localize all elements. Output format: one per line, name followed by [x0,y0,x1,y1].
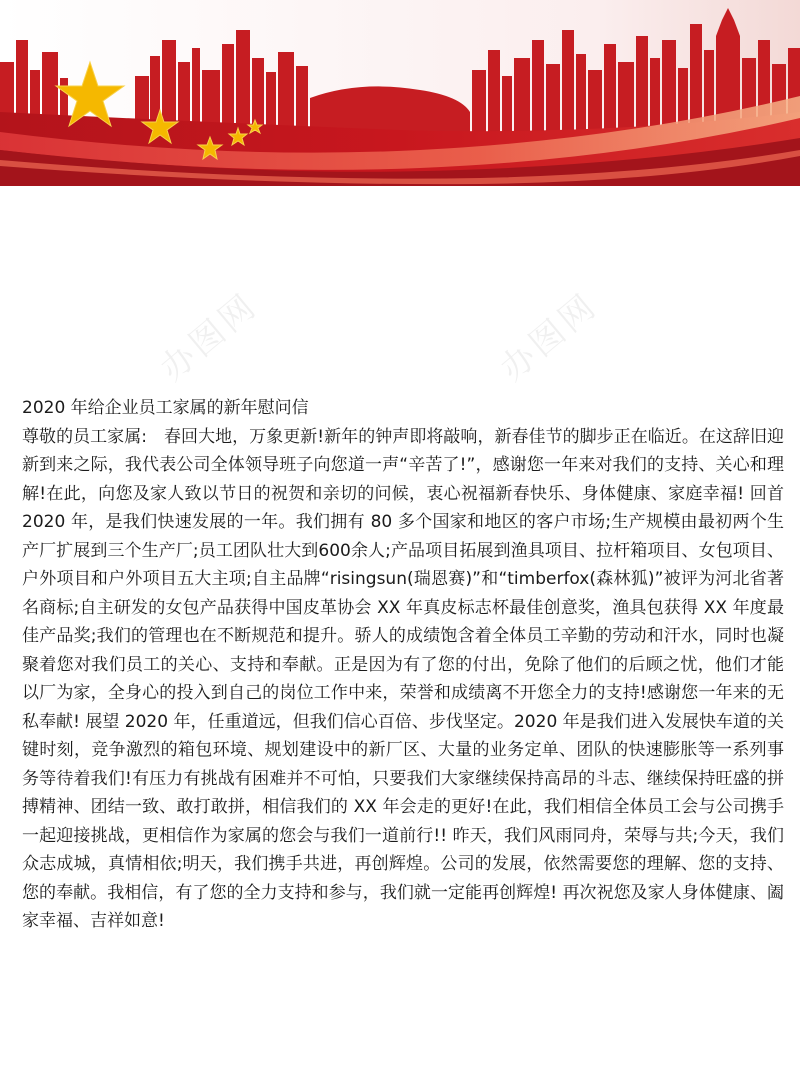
banner-graphic [0,0,800,186]
header-banner [0,0,800,186]
letter-title: 2020 年给企业员工家属的新年慰问信 [22,398,309,418]
watermark: 办图网 [492,285,606,390]
letter [22,394,784,936]
watermark: 办图网 [152,285,266,390]
letter-body: 尊敬的员工家属: 春回大地，万象更新!新年的钟声即将敲响，新春佳节的脚步正在临近。在这辞旧迎新到来之际，我代表公司全体领导班子向您道一声“辛苦了!”，感谢您一年来对我们的支持、关心和理解!在此，向您及家人致以节日的祝贺和亲切的问候，衷心祝福新春快乐、身体健康、家庭幸福! 回首 2020 年，是我们快速发展的一年。我们拥有 80 多个国家和地区的客户市场;生产规模由最初两个生产厂扩展到三个生产厂;员工团队壮大到600余人;产品项目拓展到渔具项目、拉杆箱项目、女包项目、户外项目和户外项目五大主项;自主品牌“risingsun(瑞恩赛)”和“timberfox(森林狐)”被评为河北省著名商标;自主研发的女包产品获得中国皮革协会 XX 年真皮标志杯最佳创意奖，渔具包获得 XX 年度最佳产品奖;我们的管理也在不断规范和提升。骄人的成绩饱含着全体员工辛勤的劳动和汗水，同时也凝聚着您对我们员工的关心、支持和奉献。正是因为有了您的付出，免除了他们的后顾之忧，他们才能以厂为家，全身心的投入到自己的岗位工作中来，荣誉和成绩离不开您全力的支持!感谢您一年来的无私奉献! 展望 2020 年，任重道远，但我们信心百倍、步伐坚定。2020 年是我们进入发展快车道的关键时刻，竞争激烈的箱包环境、规划建设中的新厂区、大量的业务定单、团队的快速膨胀等一系列事务等待着我们!有压力有挑战有困难并不可怕，只要我们大家继续保持高昂的斗志、继续保持旺盛的拼搏精神、团结一致、敢打敢拼，相信我们的 XX 年会走的更好!在此，我们相信全体员工会与公司携手一起迎接挑战，更相信作为家属的您会与我们一道前行!! 昨天，我们风雨同舟，荣辱与共;今天，我们众志成城，真情相依;明天，我们携手共进，再创辉煌。公司的发展，依然需要您的理解、您的支持、您的奉献。我相信，有了您的全力支持和参与，我们就一定能再创辉煌! 再次祝您及家人身体健康、阖家幸福、吉祥如意! [22,426,784,931]
